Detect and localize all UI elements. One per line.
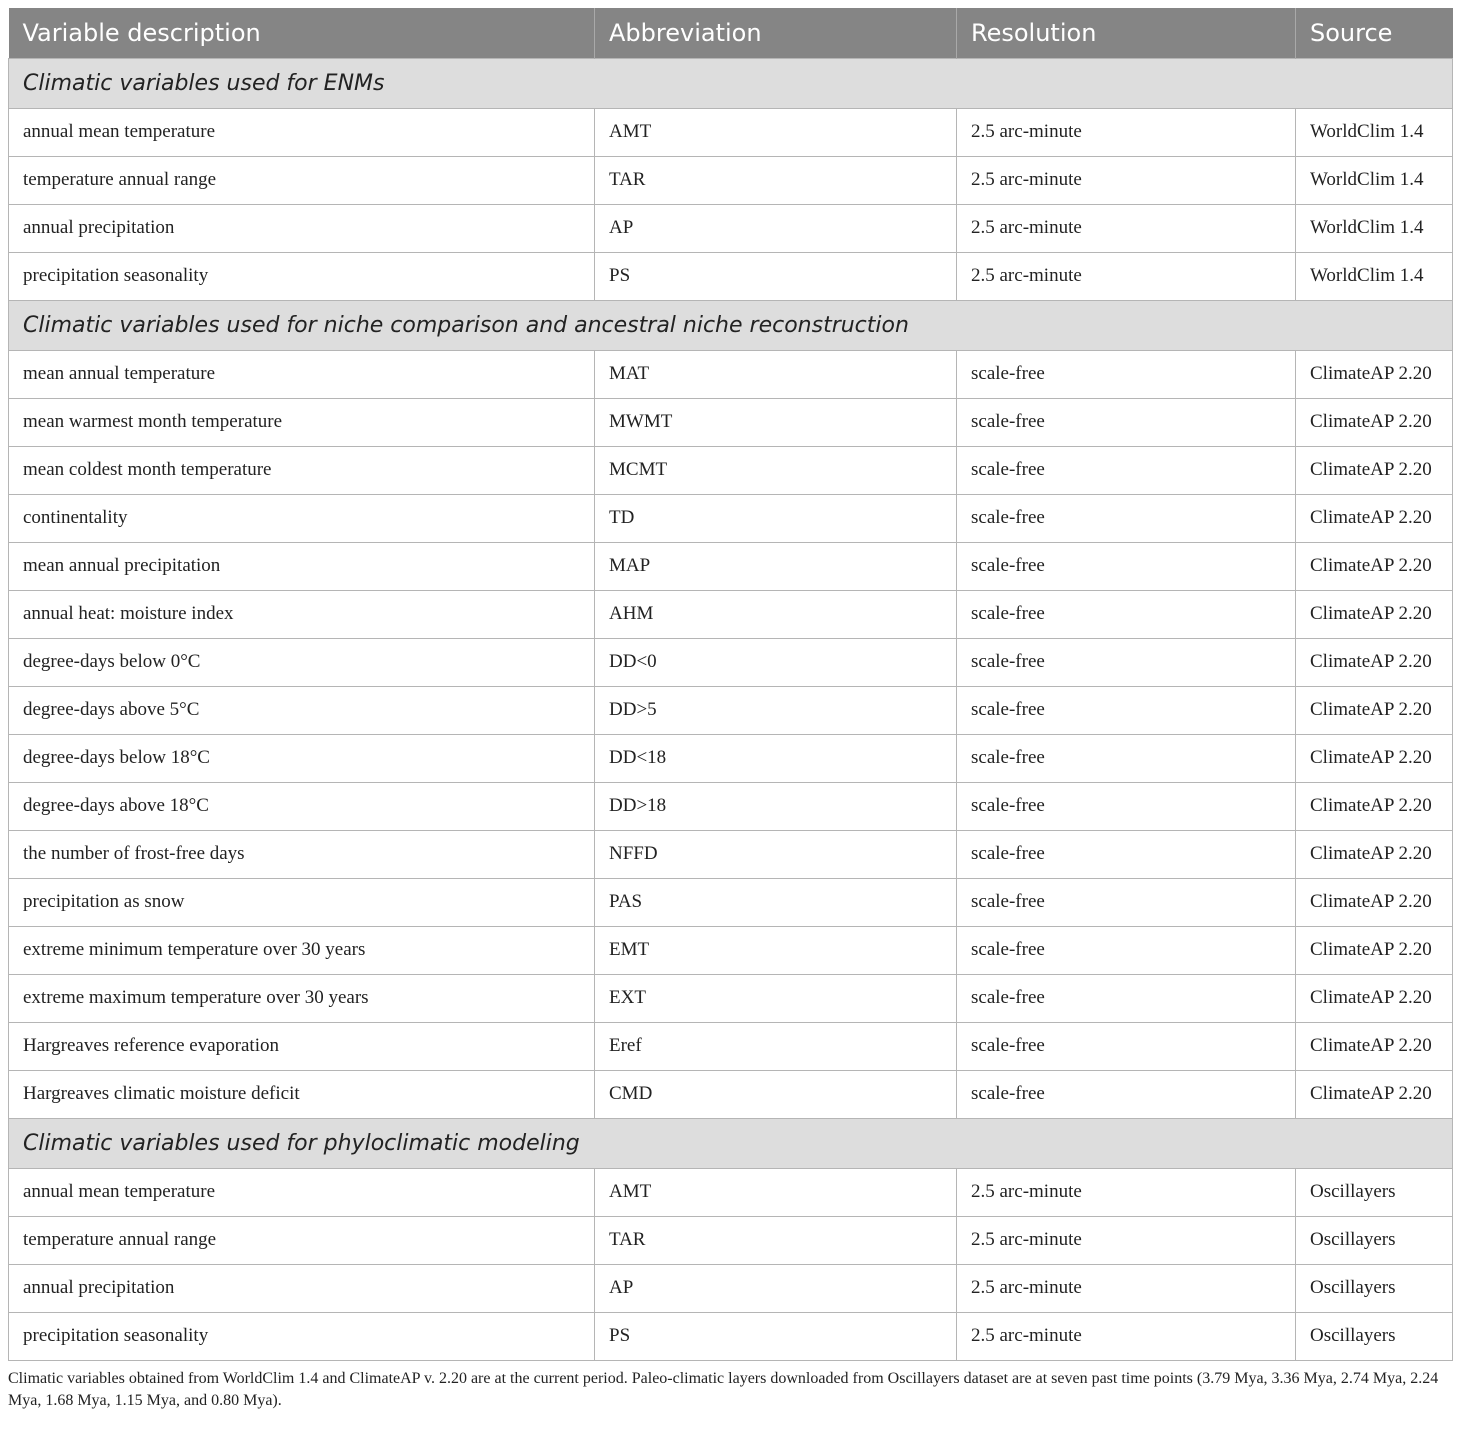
variable-description-cell: annual mean temperature [9, 108, 595, 156]
resolution-cell: scale-free [957, 1022, 1296, 1070]
abbreviation-cell: CMD [595, 1070, 957, 1118]
resolution-cell: scale-free [957, 350, 1296, 398]
source-cell: ClimateAP 2.20 [1296, 494, 1453, 542]
variable-description-cell: temperature annual range [9, 156, 595, 204]
resolution-cell: scale-free [957, 446, 1296, 494]
table-row [9, 686, 1453, 734]
resolution-cell: scale-free [957, 686, 1296, 734]
abbreviation-cell: DD<0 [595, 638, 957, 686]
variable-description-cell: annual precipitation [9, 204, 595, 252]
table-footnote: Climatic variables obtained from WorldClim 1.4 and ClimateAP v. 2.20 are at the current period. Paleo-climatic layers downloaded from Oscillayers dataset are at seven past time points (3.79 Mya, 3.36 Mya, 2.74 Mya, 2.24 Mya, 1.68 Mya, 1.15 Mya, and 0.80 Mya). [8, 1369, 1439, 1409]
abbreviation-cell: PS [595, 1312, 957, 1360]
variable-description-cell: Hargreaves climatic moisture deficit [9, 1070, 595, 1118]
source-cell: ClimateAP 2.20 [1296, 878, 1453, 926]
abbreviation-cell: Eref [595, 1022, 957, 1070]
table-header [9, 8, 1453, 58]
table-row [9, 734, 1453, 782]
variable-description-cell: degree-days above 18°C [9, 782, 595, 830]
resolution-cell: scale-free [957, 830, 1296, 878]
variable-description-cell: annual heat: moisture index [9, 590, 595, 638]
abbreviation-cell: MAP [595, 542, 957, 590]
source-cell: ClimateAP 2.20 [1296, 926, 1453, 974]
abbreviation-cell: PAS [595, 878, 957, 926]
resolution-cell: 2.5 arc-minute [957, 1216, 1296, 1264]
variable-description-cell: extreme minimum temperature over 30 years [9, 926, 595, 974]
abbreviation-cell: NFFD [595, 830, 957, 878]
variable-description-cell: mean coldest month temperature [9, 446, 595, 494]
section-row [9, 58, 1453, 108]
resolution-cell: scale-free [957, 974, 1296, 1022]
variable-description-cell: annual mean temperature [9, 1168, 595, 1216]
resolution-cell: scale-free [957, 398, 1296, 446]
variable-description-cell: degree-days below 18°C [9, 734, 595, 782]
abbreviation-cell: DD>18 [595, 782, 957, 830]
resolution-cell: 2.5 arc-minute [957, 1168, 1296, 1216]
source-cell: ClimateAP 2.20 [1296, 830, 1453, 878]
resolution-cell: scale-free [957, 542, 1296, 590]
abbreviation-cell: PS [595, 252, 957, 300]
resolution-cell: scale-free [957, 734, 1296, 782]
variable-description-cell: temperature annual range [9, 1216, 595, 1264]
source-cell: ClimateAP 2.20 [1296, 1022, 1453, 1070]
source-cell: ClimateAP 2.20 [1296, 686, 1453, 734]
table-body [9, 58, 1453, 1360]
resolution-cell: scale-free [957, 638, 1296, 686]
variable-description-cell: precipitation seasonality [9, 252, 595, 300]
table-row [9, 1264, 1453, 1312]
resolution-cell: 2.5 arc-minute [957, 204, 1296, 252]
variable-description-cell: extreme maximum temperature over 30 years [9, 974, 595, 1022]
abbreviation-cell: AHM [595, 590, 957, 638]
table-row [9, 204, 1453, 252]
source-cell: ClimateAP 2.20 [1296, 734, 1453, 782]
variable-description-cell: mean warmest month temperature [9, 398, 595, 446]
table-row [9, 542, 1453, 590]
table-row [9, 638, 1453, 686]
table-row [9, 926, 1453, 974]
resolution-cell: 2.5 arc-minute [957, 108, 1296, 156]
variable-description-cell: mean annual precipitation [9, 542, 595, 590]
section-row [9, 300, 1453, 350]
table-row [9, 1070, 1453, 1118]
resolution-cell: scale-free [957, 878, 1296, 926]
table-row [9, 252, 1453, 300]
source-cell: Oscillayers [1296, 1168, 1453, 1216]
source-cell: Oscillayers [1296, 1264, 1453, 1312]
resolution-cell: 2.5 arc-minute [957, 1312, 1296, 1360]
source-cell: ClimateAP 2.20 [1296, 398, 1453, 446]
source-cell: WorldClim 1.4 [1296, 108, 1453, 156]
table-row [9, 1312, 1453, 1360]
table-row [9, 156, 1453, 204]
variable-description-cell: degree-days above 5°C [9, 686, 595, 734]
climatic-variables-table [8, 8, 1453, 1361]
abbreviation-cell: TAR [595, 156, 957, 204]
source-cell: ClimateAP 2.20 [1296, 974, 1453, 1022]
abbreviation-cell: TAR [595, 1216, 957, 1264]
source-cell: WorldClim 1.4 [1296, 204, 1453, 252]
table-row [9, 108, 1453, 156]
variable-description-cell: continentality [9, 494, 595, 542]
source-cell: ClimateAP 2.20 [1296, 590, 1453, 638]
table-row [9, 590, 1453, 638]
header-resolution: Resolution [957, 8, 1296, 58]
abbreviation-cell: MAT [595, 350, 957, 398]
source-cell: WorldClim 1.4 [1296, 252, 1453, 300]
source-cell: ClimateAP 2.20 [1296, 350, 1453, 398]
resolution-cell: 2.5 arc-minute [957, 156, 1296, 204]
section-row [9, 1118, 1453, 1168]
variable-description-cell: Hargreaves reference evaporation [9, 1022, 595, 1070]
table-row [9, 782, 1453, 830]
table-row [9, 446, 1453, 494]
resolution-cell: 2.5 arc-minute [957, 252, 1296, 300]
table-row [9, 1168, 1453, 1216]
abbreviation-cell: AMT [595, 1168, 957, 1216]
source-cell: ClimateAP 2.20 [1296, 542, 1453, 590]
abbreviation-cell: DD>5 [595, 686, 957, 734]
variable-description-cell: the number of frost-free days [9, 830, 595, 878]
table-row [9, 830, 1453, 878]
variable-description-cell: annual precipitation [9, 1264, 595, 1312]
source-cell: Oscillayers [1296, 1312, 1453, 1360]
resolution-cell: scale-free [957, 782, 1296, 830]
table-row [9, 974, 1453, 1022]
table-row [9, 398, 1453, 446]
header-abbreviation: Abbreviation [595, 8, 957, 58]
table-row [9, 1216, 1453, 1264]
table-row [9, 878, 1453, 926]
variable-description-cell: mean annual temperature [9, 350, 595, 398]
abbreviation-cell: TD [595, 494, 957, 542]
source-cell: ClimateAP 2.20 [1296, 638, 1453, 686]
resolution-cell: 2.5 arc-minute [957, 1264, 1296, 1312]
table-row [9, 1022, 1453, 1070]
abbreviation-cell: MCMT [595, 446, 957, 494]
abbreviation-cell: AMT [595, 108, 957, 156]
header-variable-description: Variable description [9, 8, 595, 58]
abbreviation-cell: MWMT [595, 398, 957, 446]
header-row [9, 8, 1453, 58]
source-cell: Oscillayers [1296, 1216, 1453, 1264]
source-cell: WorldClim 1.4 [1296, 156, 1453, 204]
table-row [9, 350, 1453, 398]
header-source: Source [1296, 8, 1453, 58]
variable-description-cell: precipitation as snow [9, 878, 595, 926]
abbreviation-cell: EMT [595, 926, 957, 974]
table-row [9, 494, 1453, 542]
resolution-cell: scale-free [957, 494, 1296, 542]
abbreviation-cell: AP [595, 204, 957, 252]
table-container [8, 8, 1452, 1412]
resolution-cell: scale-free [957, 1070, 1296, 1118]
section-title: Climatic variables used for ENMs [9, 58, 1453, 108]
source-cell: ClimateAP 2.20 [1296, 446, 1453, 494]
abbreviation-cell: AP [595, 1264, 957, 1312]
section-title: Climatic variables used for phyloclimatic modeling [9, 1118, 1453, 1168]
variable-description-cell: degree-days below 0°C [9, 638, 595, 686]
section-title: Climatic variables used for niche comparison and ancestral niche reconstruction [9, 300, 1453, 350]
resolution-cell: scale-free [957, 590, 1296, 638]
source-cell: ClimateAP 2.20 [1296, 782, 1453, 830]
variable-description-cell: precipitation seasonality [9, 1312, 595, 1360]
abbreviation-cell: DD<18 [595, 734, 957, 782]
abbreviation-cell: EXT [595, 974, 957, 1022]
resolution-cell: scale-free [957, 926, 1296, 974]
source-cell: ClimateAP 2.20 [1296, 1070, 1453, 1118]
